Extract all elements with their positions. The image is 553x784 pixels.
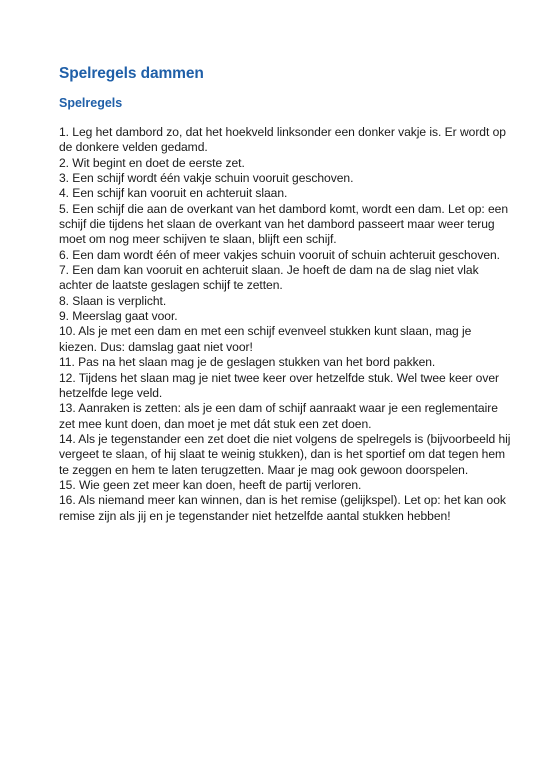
- rule-item: 16. Als niemand meer kan winnen, dan is het remise (gelijkspel). Let op: het kan ook remise zijn als jij en je tegenstander niet hetzelfde aantal stukken hebben!: [59, 493, 506, 523]
- rule-item: 15. Wie geen zet meer kan doen, heeft de partij verloren.: [59, 477, 362, 492]
- rule-item: 1. Leg het dambord zo, dat het hoekveld linksonder een donker vakje is. Er wordt op de donkere velden gedamd.: [59, 125, 506, 155]
- section-heading: Spelregels: [59, 96, 123, 110]
- rule-item: 6. Een dam wordt één of meer vakjes schuin vooruit of schuin achteruit geschoven.: [59, 247, 500, 262]
- rule-item: 2. Wit begint en doet de eerste zet.: [59, 155, 245, 170]
- rule-item: 7. Een dam kan vooruit en achteruit slaan. Je hoeft de dam na de slag niet vlak achter de laatste geslagen schijf te zetten.: [59, 263, 479, 293]
- page-title: Spelregels dammen: [59, 65, 204, 82]
- rules-list: [59, 125, 511, 524]
- rule-item: 5. Een schijf die aan de overkant van het dambord komt, wordt een dam. Let op: een schijf die tijdens het slaan de overkant van het dambord passeert maar weer terug moet om nog meer schijven te slaan, blijft een schijf.: [59, 201, 509, 247]
- rule-item: 12. Tijdens het slaan mag je niet twee keer over hetzelfde stuk. Wel twee keer over hetzelfde lege veld.: [59, 370, 499, 400]
- rule-item: 13. Aanraken is zetten: als je een dam of schijf aanraakt waar je een reglementaire zet mee kunt doen, dan moet je met dát stuk een zet doen.: [59, 401, 498, 431]
- rule-item: 9. Meerslag gaat voor.: [59, 309, 178, 324]
- rule-item: 11. Pas na het slaan mag je de geslagen stukken van het bord pakken.: [59, 355, 436, 370]
- rule-item: 8. Slaan is verplicht.: [59, 293, 167, 308]
- rule-item: 14. Als je tegenstander een zet doet die niet volgens de spelregels is (bijvoorbeeld hij vergeet te slaan, of hij slaat te weinig stukken), dan is het sportief om dat tegen hem te zeggen en hem te laten terugzetten. Maar je mag ook gewoon doorspelen.: [59, 431, 511, 477]
- rule-item: 4. Een schijf kan vooruit en achteruit slaan.: [59, 186, 288, 201]
- rule-item: 3. Een schijf wordt één vakje schuin vooruit geschoven.: [59, 171, 354, 186]
- rule-item: 10. Als je met een dam en met een schijf evenveel stukken kunt slaan, mag je kiezen. Dus: damslag gaat niet voor!: [59, 324, 472, 354]
- document-content: [59, 64, 511, 524]
